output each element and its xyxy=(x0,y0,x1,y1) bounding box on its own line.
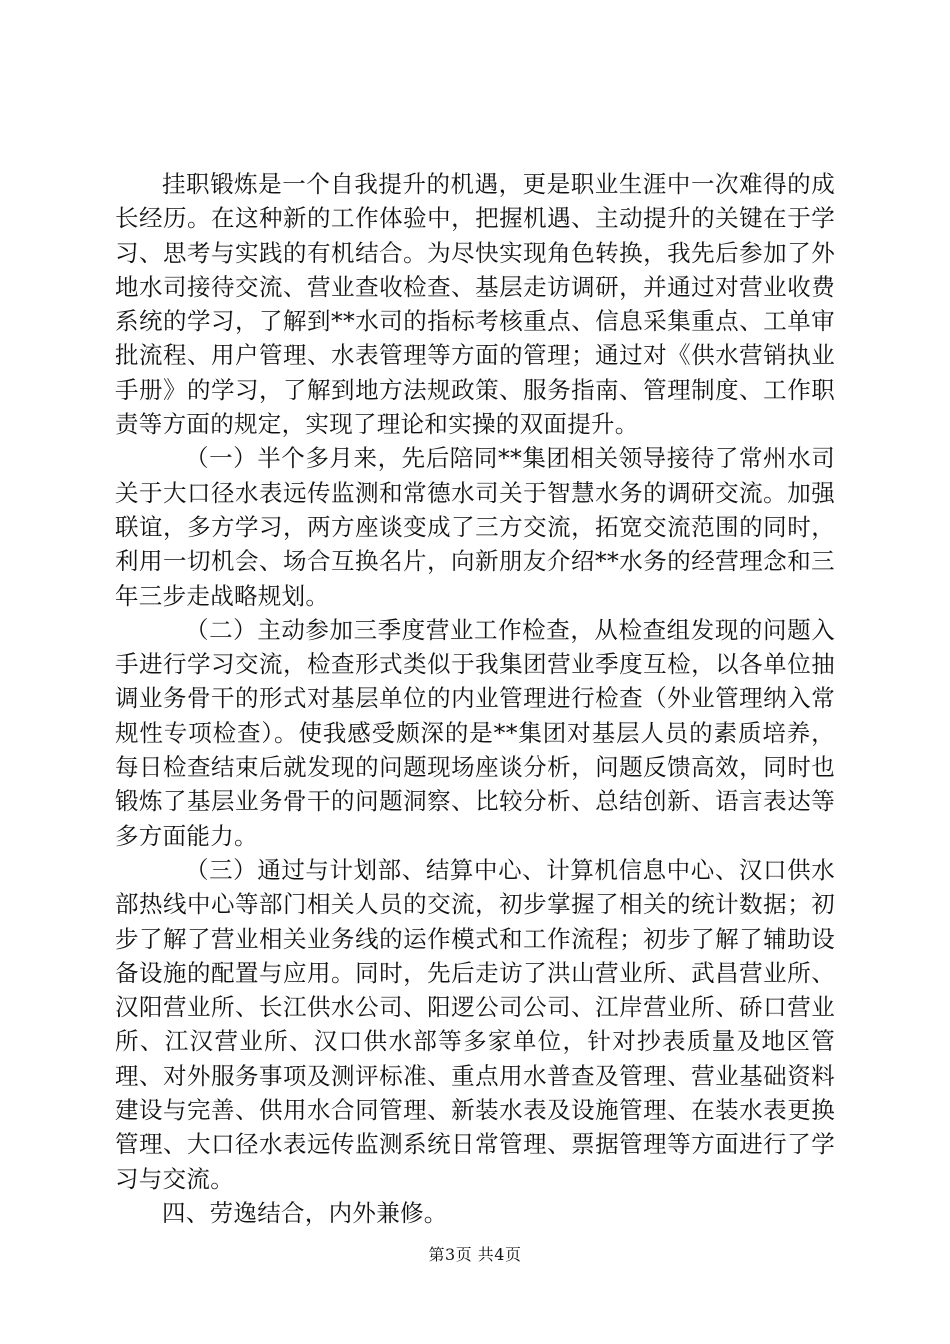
section-heading-4: 四、劳逸结合，内外兼修。 xyxy=(162,1198,448,1227)
paragraph-item-3: （三）通过与计划部、结算中心、计算机信息中心、汉口供水部热线中心等部门相关人员的交流，初步掌握了相关的统计数据；初步了解了营业相关业务线的运作模式和工作流程；初步了解了辅助设备设施的配置与应用。同时，先后走访了洪山营业所、武昌营业所、汉阳营业所、长江供水公司、阳逻公司公司、江岸营业所、硚口营业所、江汉营业所、汉口供水部等多家单位，针对抄表质量及地区管理、对外服务事项及测评标准、重点用水普查及管理、营业基础资料建设与完善、供用水合同管理、新装水表及设施管理、在装水表更换管理、大口径水表远传监测系统日常管理、票据管理等方面进行了学习与交流。 xyxy=(115,855,835,1193)
page-number-footer: 第3页 共4页 xyxy=(428,1245,522,1264)
document-body xyxy=(115,167,835,1230)
paragraph-item-2: （二）主动参加三季度营业工作检查，从检查组发现的问题入手进行学习交流，检查形式类似于我集团营业季度互检，以各单位抽调业务骨干的形式对基层单位的内业管理进行检查（外业管理纳入常规性专项检查）。使我感受颇深的是**集团对基层人员的素质培养，每日检查结束后就发现的问题现场座谈分析，问题反馈高效，同时也锻炼了基层业务骨干的问题洞察、比较分析、总结创新、语言表达等多方面能力。 xyxy=(115,615,835,850)
paragraph-intro: 挂职锻炼是一个自我提升的机遇，更是职业生涯中一次难得的成长经历。在这种新的工作体验中，把握机遇、主动提升的关键在于学习、思考与实践的有机结合。为尽快实现角色转换，我先后参加了外地水司接待交流、营业查收检查、基层走访调研，并通过对营业收费系统的学习，了解到**水司的指标考核重点、信息采集重点、工单审批流程、用户管理、水表管理等方面的管理；通过对《供水营销执业手册》的学习，了解到地方法规政策、服务指南、管理制度、工作职责等方面的规定，实现了理论和实操的双面提升。 xyxy=(115,170,835,439)
paragraph-item-1: （一）半个多月来，先后陪同**集团相关领导接待了常州水司关于大口径水表远传监测和常德水司关于智慧水务的调研交流。加强联谊，多方学习，两方座谈变成了三方交流，拓宽交流范围的同时，利用一切机会、场合互换名片，向新朋友介绍**水务的经营理念和三年三步走战略规划。 xyxy=(115,444,835,610)
